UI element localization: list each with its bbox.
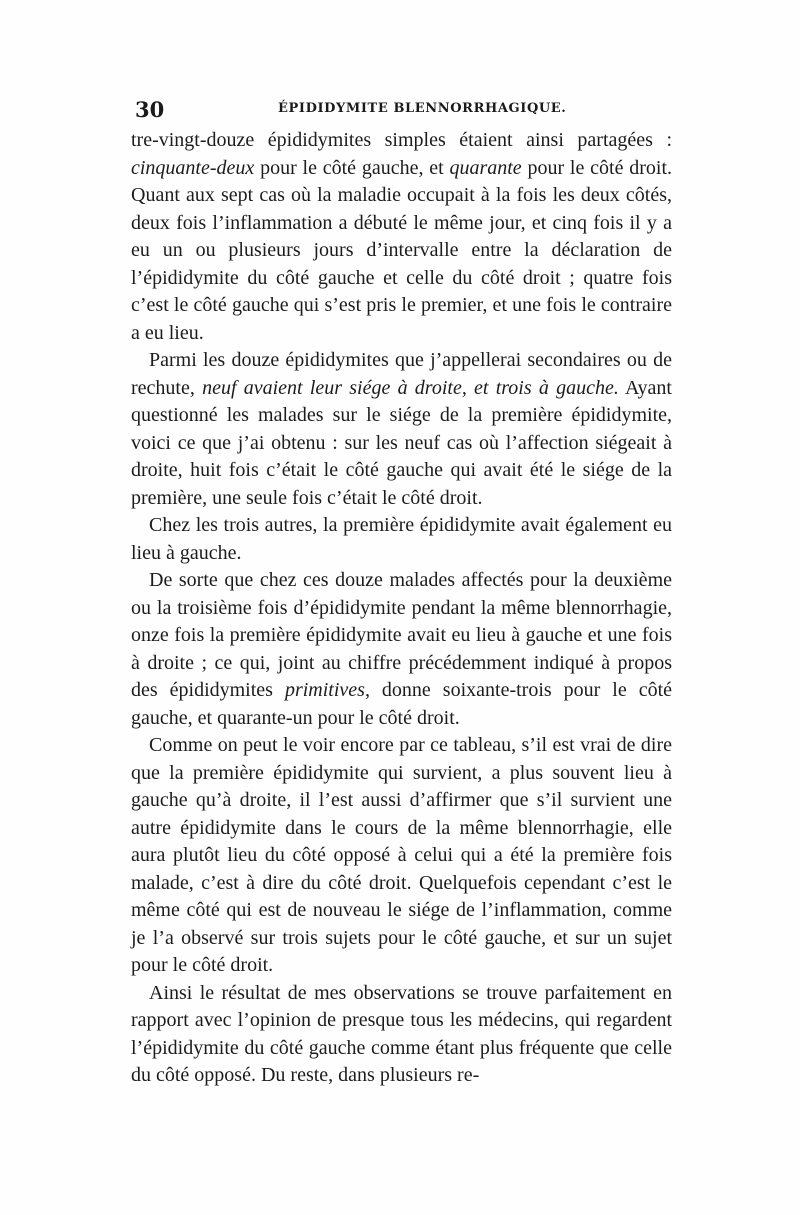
italic-run: neuf avaient leur siége à droite, et trois à gauche. xyxy=(202,376,619,399)
italic-run: cinquante-deux xyxy=(131,156,255,179)
text-run: Ainsi le résultat de mes observations se trouve parfaitement en rapport avec l’opinion de presque tous les médecins, qui regardent l’épididymite du côté gauche comme étant plus fréquente que celle du côté opposé. Du reste, dans plusieurs re- xyxy=(131,981,672,1086)
page-header xyxy=(133,97,673,125)
text-run: , donne soixante-trois pour le côté gauche, et quarante-un pour le côté droit. xyxy=(131,679,673,729)
paragraph-4 xyxy=(131,567,672,732)
paragraph-1 xyxy=(131,127,672,347)
text-run: Comme on peut le voir encore par ce tableau, s’il est vrai de dire que la première épididymite qui survient, a plus souvent lieu à gauche qu’à droite, il l’est aussi d’affirmer que s’il survient une autre épididymite dans le cours de la même blennorrhagie, elle aura plutôt lieu du côté opposé à celui qui a été la première fois malade, c’est à dire du côté droit. Quelquefois cependant c’est le même côté qui est de nouveau le siége de l’inflammation, comme je l’a observé sur trois sujets pour le côté gauche, et sur un sujet pour le côté droit. xyxy=(131,734,672,976)
text-run: Parmi les douze épididymites que j’appellerai secondaires ou de rechute, xyxy=(131,349,672,399)
paragraph-5 xyxy=(131,732,672,980)
body-text xyxy=(131,127,672,1090)
text-run: Ayant questionné les malades sur le siége de la première épididymite, voici ce que j’ai obtenu : sur les neuf cas où l’affection siégeait à droite, huit fois c’était le côté gauche qui avait été le siége de la première, une seule fois c’était le côté droit. xyxy=(131,376,672,509)
paragraph-2 xyxy=(131,347,672,512)
text-run: pour le côté droit. Quant aux sept cas où la maladie occupait à la fois les deux côtés, deux fois l’inflammation a débuté le même jour, et cinq fois il y a eu un ou plusieurs jours d’intervalle entre la déclaration de l’épididymite du côté gauche et celle du côté droit ; quatre fois c’est le côté gauche qui s’est pris le premier, et une fois le contraire a eu lieu. xyxy=(131,156,673,344)
text-run: Chez les trois autres, la première épididymite avait également eu lieu à gauche. xyxy=(131,514,672,564)
paragraph-6 xyxy=(131,980,672,1090)
paragraph-3 xyxy=(131,512,672,567)
italic-run: primitives xyxy=(284,679,365,701)
text-run: pour le côté gauche, et xyxy=(254,156,450,179)
italic-run: quarante xyxy=(449,156,522,179)
text-run: De sorte que chez ces douze malades affectés pour la deuxième ou la troisième fois d’épididymite pendant la même blennorrhagie, onze fois la première épididymite avait eu lieu à gauche et une fois à droite ; ce qui, joint au chiffre précédemment indiqué à propos des épididymites xyxy=(131,569,672,701)
running-title: ÉPIDIDYMITE BLENNORRHAGIQUE. xyxy=(278,101,567,116)
page-number: 30 xyxy=(135,97,165,122)
text-run: tre-vingt-douze épididymites simples étaient ainsi partagées : xyxy=(131,129,672,151)
